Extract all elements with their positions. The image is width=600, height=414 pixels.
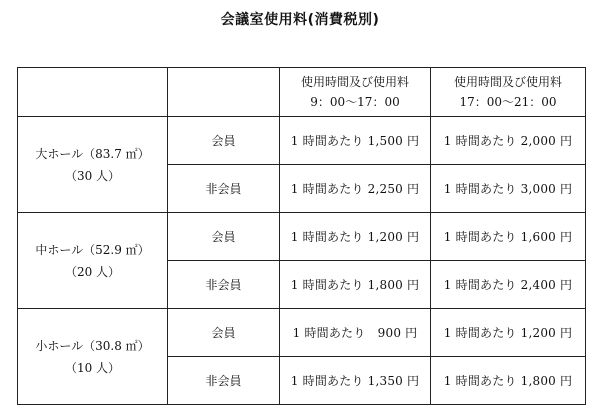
daytime-fee-cell: 1 時間あたり 2,250 円 bbox=[280, 165, 431, 213]
daytime-fee-cell: 1 時間あたり 900 円 bbox=[280, 309, 431, 357]
hall-capacity: （10 人） bbox=[64, 360, 121, 375]
daytime-header-cell bbox=[280, 68, 431, 117]
hall-capacity: （20 人） bbox=[64, 264, 121, 279]
hall-cell-large bbox=[18, 117, 168, 213]
member-type-cell: 会員 bbox=[168, 213, 280, 261]
evening-header-label: 使用時間及び使用料 bbox=[453, 75, 562, 89]
hall-name: 中ホール（52.9 ㎡） bbox=[35, 242, 150, 257]
table-row bbox=[18, 213, 586, 261]
daytime-fee-cell: 1 時間あたり 1,350 円 bbox=[280, 357, 431, 405]
hall-capacity: （30 人） bbox=[64, 168, 121, 183]
evening-fee-cell: 1 時間あたり 2,000 円 bbox=[431, 117, 586, 165]
table-header-row bbox=[18, 68, 586, 117]
daytime-fee-cell: 1 時間あたり 1,500 円 bbox=[280, 117, 431, 165]
daytime-fee-cell: 1 時間あたり 1,200 円 bbox=[280, 213, 431, 261]
evening-fee-cell: 1 時間あたり 1,600 円 bbox=[431, 213, 586, 261]
empty-header-cell bbox=[168, 68, 280, 117]
evening-header-hours: 17：00〜21：00 bbox=[459, 95, 557, 109]
page-title: 会議室使用料(消費税別) bbox=[220, 12, 380, 28]
daytime-header-label: 使用時間及び使用料 bbox=[300, 75, 409, 89]
evening-fee-cell: 1 時間あたり 3,000 円 bbox=[431, 165, 586, 213]
member-type-cell: 非会員 bbox=[168, 165, 280, 213]
empty-header-cell bbox=[18, 68, 168, 117]
daytime-fee-cell: 1 時間あたり 1,800 円 bbox=[280, 261, 431, 309]
hall-cell-small bbox=[18, 309, 168, 405]
member-type-cell: 非会員 bbox=[168, 261, 280, 309]
table-row bbox=[18, 117, 586, 165]
daytime-header-hours: 9：00〜17：00 bbox=[310, 95, 400, 109]
room-fee-table bbox=[17, 67, 586, 405]
member-type-cell: 非会員 bbox=[168, 357, 280, 405]
evening-header-cell bbox=[431, 68, 586, 117]
hall-cell-medium bbox=[18, 213, 168, 309]
hall-name: 小ホール（30.8 ㎡） bbox=[35, 338, 150, 353]
evening-fee-cell: 1 時間あたり 1,200 円 bbox=[431, 309, 586, 357]
evening-fee-cell: 1 時間あたり 2,400 円 bbox=[431, 261, 586, 309]
member-type-cell: 会員 bbox=[168, 117, 280, 165]
evening-fee-cell: 1 時間あたり 1,800 円 bbox=[431, 357, 586, 405]
table-row bbox=[18, 309, 586, 357]
hall-name: 大ホール（83.7 ㎡） bbox=[35, 146, 150, 161]
member-type-cell: 会員 bbox=[168, 309, 280, 357]
